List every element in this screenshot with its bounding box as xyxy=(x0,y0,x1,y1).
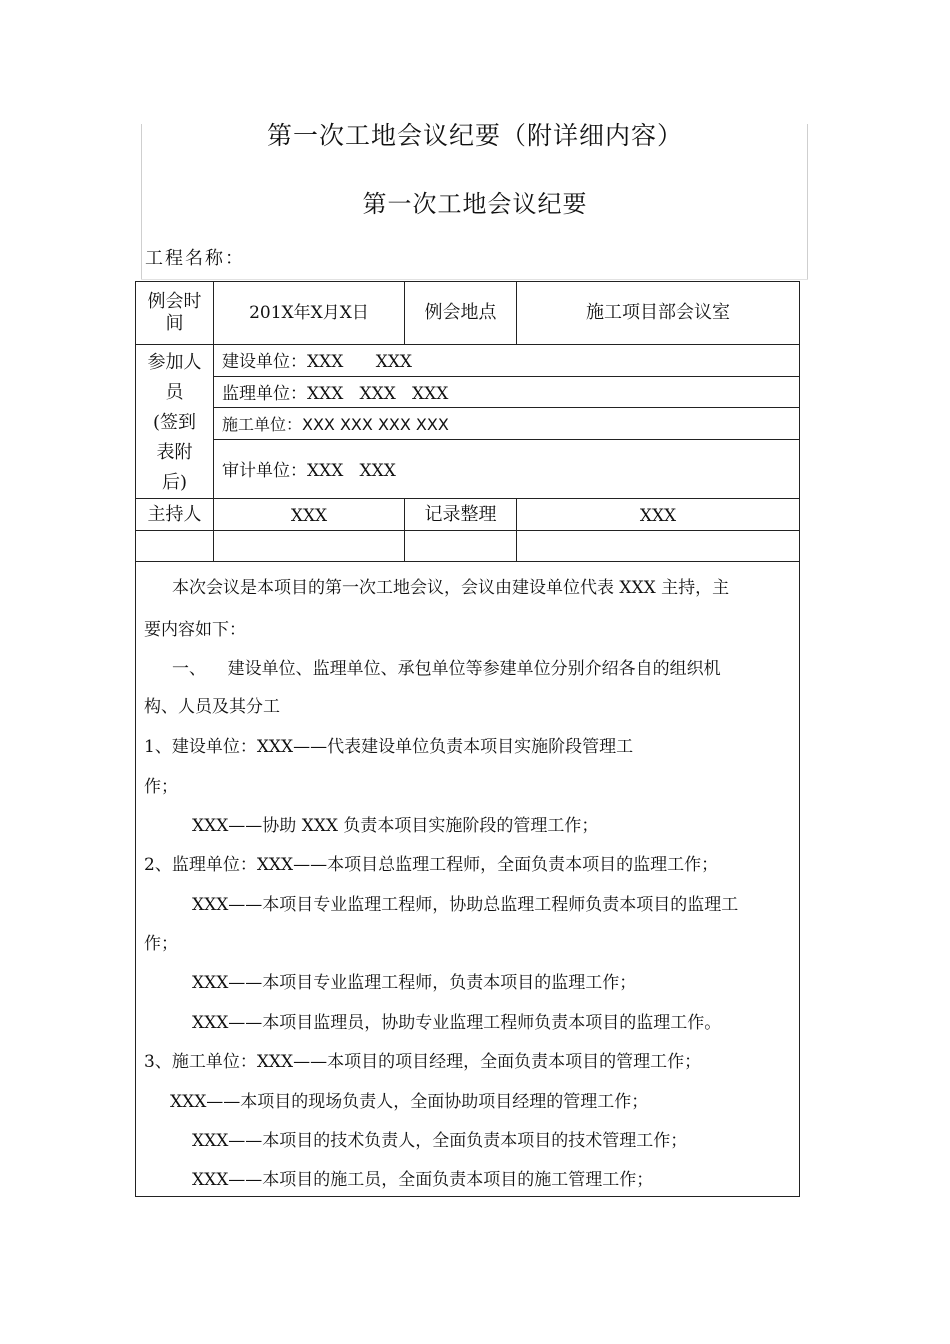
content-line: 2、监理单位：XXX——本项目总监理工程师，全面负责本项目的监理工作； xyxy=(144,855,719,875)
meeting-time-label-line1: 例会时 xyxy=(147,291,202,312)
row-divider xyxy=(136,344,799,345)
attendee-supervision-unit: 监理单位：XXX XXX XXX xyxy=(222,384,449,404)
page-guide-left xyxy=(141,124,142,280)
attendee-construction-unit: 建设单位：XXX XXX xyxy=(222,352,413,372)
content-line: XXX——本项目专业监理工程师，协助总监理工程师负责本项目的监理工 xyxy=(192,895,739,915)
row-divider xyxy=(214,407,799,408)
host-value: XXX xyxy=(290,506,328,526)
content-line: 构、人员及其分工 xyxy=(144,697,280,717)
content-line: XXX——本项目专业监理工程师，负责本项目的监理工作； xyxy=(192,973,637,993)
attendees-label xyxy=(136,348,213,498)
content-line: 一、 建设单位、监理单位、承包单位等参建单位分别介绍各自的组织机 xyxy=(172,659,721,679)
content-line: XXX——协助 XXX 负责本项目实施阶段的管理工作； xyxy=(192,816,599,836)
row-divider xyxy=(136,530,799,531)
row-divider xyxy=(214,376,799,377)
content-line: 本次会议是本项目的第一次工地会议，会议由建设单位代表 XXX 主持，主 xyxy=(172,578,730,598)
content-line: XXX——本项目的施工员，全面负责本项目的施工管理工作； xyxy=(192,1170,654,1190)
attendees-label-line: 表附 xyxy=(156,442,193,463)
attendees-label-line: 员 xyxy=(165,382,184,403)
content-line: 1、建设单位：XXX——代表建设单位负责本项目实施阶段管理工 xyxy=(144,737,634,757)
host-label: 主持人 xyxy=(147,504,202,525)
content-line: 要内容如下： xyxy=(144,620,246,640)
meeting-time-value: 201X年X月X日 xyxy=(249,303,369,323)
content-line: XXX——本项目的现场负责人，全面协助项目经理的管理工作； xyxy=(170,1092,649,1112)
content-line: 3、施工单位：XXX——本项目的项目经理，全面负责本项目的管理工作； xyxy=(144,1052,702,1072)
attendees-label-line: 后) xyxy=(161,472,188,493)
attendees-label-line: (签到 xyxy=(152,412,197,433)
meeting-info-table xyxy=(135,281,800,562)
meeting-time-label-line2: 间 xyxy=(165,313,184,334)
main-title: 第一次工地会议纪要（附详细内容） xyxy=(266,121,683,150)
content-line: 作； xyxy=(144,777,178,797)
attendees-label-line: 参加人 xyxy=(147,352,202,373)
meeting-place-value: 施工项目部会议室 xyxy=(586,302,730,323)
page-guide-right xyxy=(807,124,808,280)
recorder-label: 记录整理 xyxy=(424,504,497,525)
project-name-label: 工程名称： xyxy=(145,248,245,269)
attendee-audit-unit: 审计单位：XXX XXX xyxy=(222,461,396,481)
row-divider xyxy=(136,498,799,499)
content-line: XXX——本项目的技术负责人，全面负责本项目的技术管理工作； xyxy=(192,1131,688,1151)
attendee-contractor-unit: 施工单位：XXX XXX XXX XXX xyxy=(222,415,449,434)
recorder-value: XXX xyxy=(639,506,677,526)
meeting-time-label xyxy=(136,291,213,335)
content-line: 作； xyxy=(144,934,178,954)
meeting-place-label: 例会地点 xyxy=(424,302,497,323)
sub-title: 第一次工地会议纪要 xyxy=(362,190,588,218)
page-guide-bottom xyxy=(141,279,808,280)
row-divider xyxy=(214,439,799,440)
content-line: XXX——本项目监理员，协助专业监理工程师负责本项目的监理工作。 xyxy=(192,1013,722,1033)
